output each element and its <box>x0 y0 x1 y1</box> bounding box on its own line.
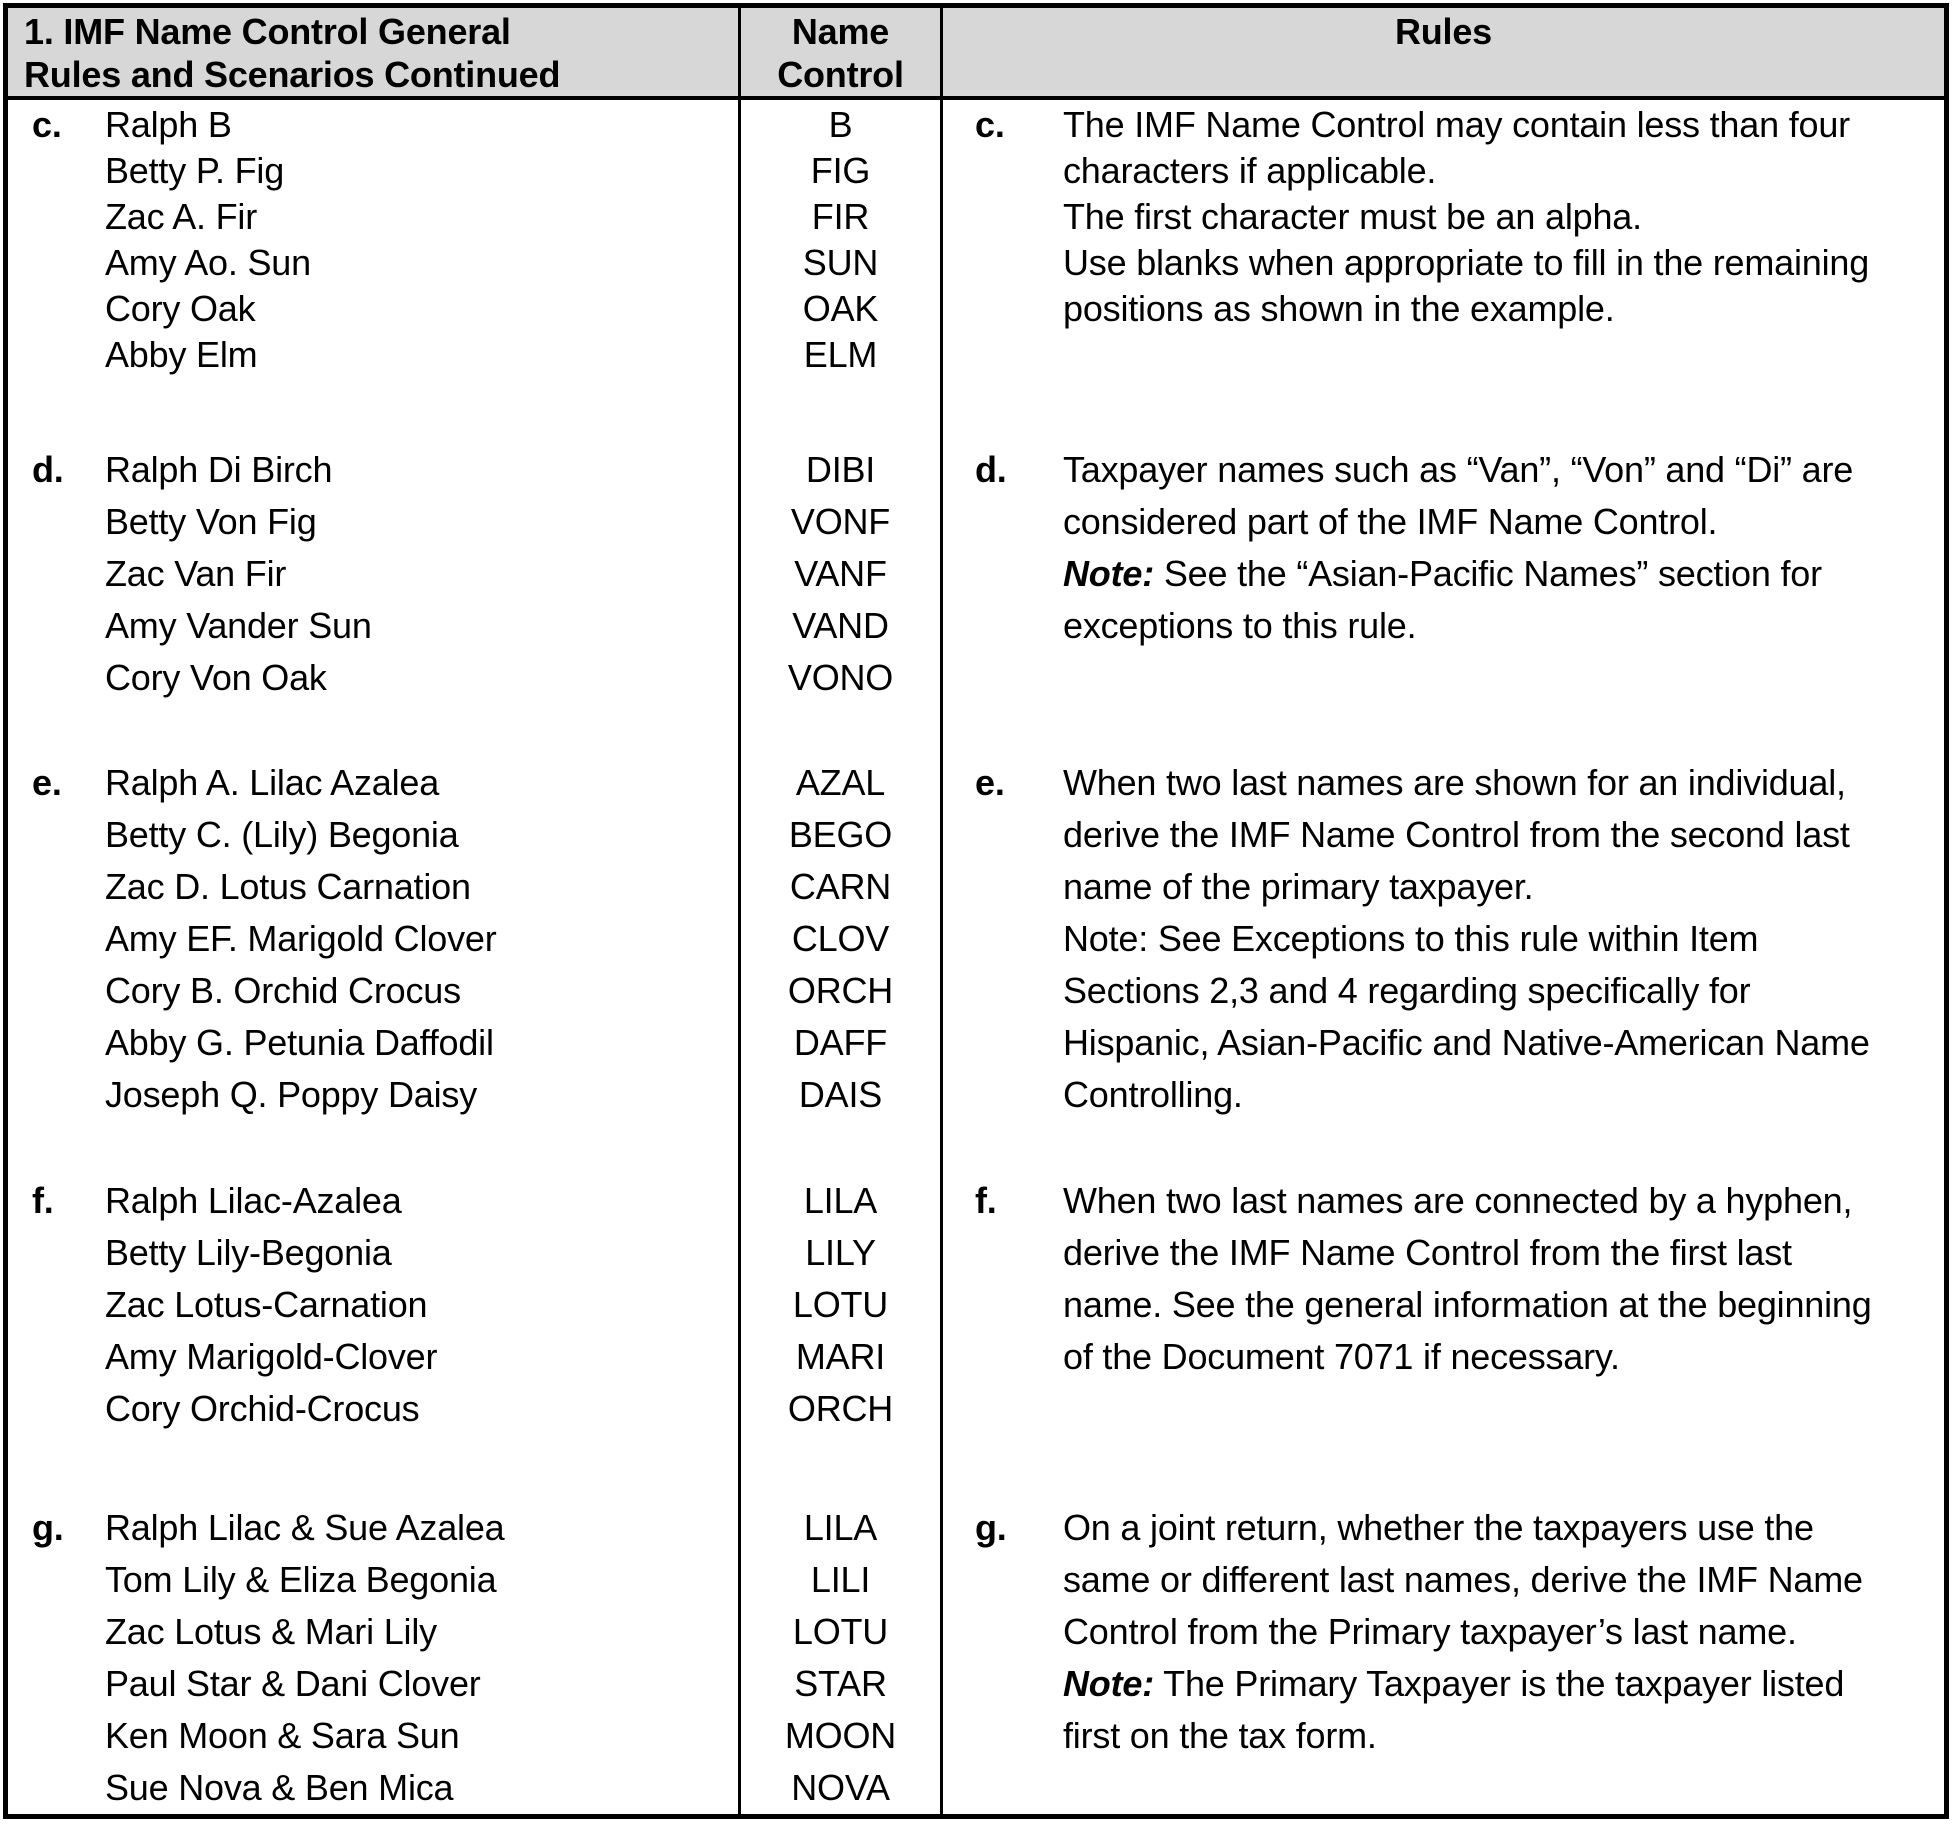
name-control-value: VONF <box>790 501 891 542</box>
name-control-value: VONO <box>787 657 894 698</box>
taxpayer-name: Cory Von Oak <box>105 657 327 698</box>
taxpayer-name: Betty P. Fig <box>105 150 285 191</box>
name-control-value: DIBI <box>805 449 876 490</box>
name-control-value: LILI <box>810 1559 871 1600</box>
rule-paragraph <box>1063 1658 1875 1762</box>
taxpayer-name: Ralph A. Lilac Azalea <box>105 762 440 803</box>
rule-paragraph: The IMF Name Control may contain less than four characters if applicable. <box>1063 104 1850 191</box>
taxpayer-name: Zac A. Fir <box>105 196 258 237</box>
rule-paragraph: On a joint return, whether the taxpayers use the same or different last names, derive the IMF Name Control from the Primary taxpayer’s last name. <box>1063 1507 1863 1652</box>
taxpayer-name: Ralph Di Birch <box>105 449 333 490</box>
taxpayer-name: Abby Elm <box>105 334 258 375</box>
example-names-c <box>105 102 738 378</box>
name-control-value: LILA <box>803 1507 878 1548</box>
taxpayer-name: Ralph Lilac & Sue Azalea <box>105 1507 505 1548</box>
taxpayer-name: Tom Lily & Eliza Begonia <box>105 1559 497 1600</box>
taxpayer-name: Cory Oak <box>105 288 256 329</box>
taxpayer-name: Betty Lily-Begonia <box>105 1232 392 1273</box>
rules-cell-f <box>943 1175 1944 1502</box>
imf-name-control-table <box>3 3 1949 1819</box>
taxpayer-name: Sue Nova & Ben Mica <box>105 1767 454 1808</box>
example-names-g <box>105 1502 738 1814</box>
note-label: Note: <box>1063 553 1154 594</box>
rule-text-g <box>1063 1502 1875 1762</box>
group-letter-g: g. <box>32 1507 64 1548</box>
taxpayer-name: Zac Van Fir <box>105 553 287 594</box>
rule-text-c <box>1063 102 1875 332</box>
scenario-cell-f <box>8 1175 738 1502</box>
name-control-value: ORCH <box>787 970 894 1011</box>
name-control-value: MARI <box>795 1336 886 1377</box>
scenario-cell-c <box>8 100 738 444</box>
taxpayer-name: Amy Marigold-Clover <box>105 1336 438 1377</box>
name-control-value: DAIS <box>798 1074 883 1115</box>
name-control-value: STAR <box>794 1663 887 1704</box>
group-letter-f-rules: f. <box>975 1180 997 1221</box>
header-rules <box>943 8 1944 100</box>
name-control-value: FIG <box>810 150 871 191</box>
example-names-f <box>105 1175 738 1435</box>
header-scenarios-line2: Rules and Scenarios Continued <box>24 54 561 95</box>
rules-cell-d <box>943 444 1944 757</box>
scenario-cell-d <box>8 444 738 757</box>
note-text: The Primary Taxpayer is the taxpayer listed first on the tax form. <box>1063 1663 1845 1756</box>
taxpayer-name: Betty Von Fig <box>105 501 317 542</box>
name-control-value: ELM <box>803 334 878 375</box>
name-control-value: B <box>828 104 853 145</box>
name-control-value: DAFF <box>793 1022 888 1063</box>
group-letter-d: d. <box>32 449 64 490</box>
name-control-value: FIR <box>811 196 870 237</box>
header-scenarios-line1: 1. IMF Name Control General <box>24 11 511 52</box>
header-name-control-line1: Name <box>791 11 890 52</box>
group-letter-c-rules: c. <box>975 104 1005 145</box>
name-control-cell-c <box>738 100 943 444</box>
name-control-value: ORCH <box>787 1388 894 1429</box>
header-rules-title: Rules <box>1394 11 1493 52</box>
taxpayer-name: Cory B. Orchid Crocus <box>105 970 461 1011</box>
rule-paragraph: The first character must be an alpha. <box>1063 196 1642 237</box>
header-name-control <box>738 8 943 100</box>
example-names-e <box>105 757 738 1121</box>
rule-text-d <box>1063 444 1875 652</box>
group-letter-e: e. <box>32 762 62 803</box>
name-control-cell-g <box>738 1502 943 1814</box>
name-control-value: LOTU <box>792 1284 889 1325</box>
rule-paragraph: When two last names are connected by a hyphen, derive the IMF Name Control from the first last name. See the general information at the beginning of the Document 7071 if necessary. <box>1063 1180 1872 1377</box>
name-control-cell-f <box>738 1175 943 1502</box>
taxpayer-name: Zac Lotus & Mari Lily <box>105 1611 437 1652</box>
taxpayer-name: Amy Vander Sun <box>105 605 372 646</box>
name-control-value: CLOV <box>791 918 890 959</box>
taxpayer-name: Cory Orchid-Crocus <box>105 1388 420 1429</box>
name-control-value: MOON <box>784 1715 897 1756</box>
taxpayer-name: Ralph B <box>105 104 232 145</box>
name-control-value: AZAL <box>795 762 886 803</box>
group-letter-c: c. <box>32 104 62 145</box>
name-control-value: NOVA <box>791 1767 890 1808</box>
rules-cell-g <box>943 1502 1944 1814</box>
rule-paragraph: Use blanks when appropriate to fill in the remaining positions as shown in the example. <box>1063 242 1870 329</box>
scenario-cell-e <box>8 757 738 1175</box>
rule-paragraph <box>1063 548 1875 652</box>
taxpayer-name: Paul Star & Dani Clover <box>105 1663 481 1704</box>
rule-paragraph: Taxpayer names such as “Van”, “Von” and “Di” are considered part of the IMF Name Control. <box>1063 449 1854 542</box>
rule-text-f <box>1063 1175 1875 1383</box>
name-control-value: VANF <box>794 553 887 594</box>
taxpayer-name: Abby G. Petunia Daffodil <box>105 1022 494 1063</box>
rules-cell-c <box>943 100 1944 444</box>
name-control-cell-e <box>738 757 943 1175</box>
header-scenarios <box>8 8 738 100</box>
name-control-value: VAND <box>792 605 889 646</box>
note-label: Note: <box>1063 1663 1154 1704</box>
name-control-value: LILY <box>805 1232 876 1273</box>
name-control-value: LOTU <box>792 1611 889 1652</box>
taxpayer-name: Amy EF. Marigold Clover <box>105 918 497 959</box>
name-control-cell-d <box>738 444 943 757</box>
name-control-value: OAK <box>802 288 879 329</box>
group-letter-f: f. <box>32 1180 54 1221</box>
header-name-control-line2: Control <box>777 54 904 95</box>
example-names-d <box>105 444 738 704</box>
taxpayer-name: Zac D. Lotus Carnation <box>105 866 471 907</box>
taxpayer-name: Zac Lotus-Carnation <box>105 1284 428 1325</box>
name-control-value: BEGO <box>788 814 893 855</box>
group-letter-e-rules: e. <box>975 762 1005 803</box>
name-control-value: CARN <box>789 866 892 907</box>
name-control-value: LILA <box>803 1180 878 1221</box>
note-text: See the “Asian-Pacific Names” section for exceptions to this rule. <box>1063 553 1822 646</box>
scenario-cell-g <box>8 1502 738 1814</box>
rule-paragraph: When two last names are shown for an individual, derive the IMF Name Control from the second last name of the primary taxpayer. <box>1063 762 1850 907</box>
taxpayer-name: Amy Ao. Sun <box>105 242 311 283</box>
taxpayer-name: Betty C. (Lily) Begonia <box>105 814 459 855</box>
group-letter-d-rules: d. <box>975 449 1007 490</box>
group-letter-g-rules: g. <box>975 1507 1007 1548</box>
rules-cell-e <box>943 757 1944 1175</box>
taxpayer-name: Ken Moon & Sara Sun <box>105 1715 460 1756</box>
rule-text-e <box>1063 757 1875 1121</box>
rule-paragraph: Note: See Exceptions to this rule within Item Sections 2,3 and 4 regarding specifically for Hispanic, Asian-Pacific and Native-American Name Controlling. <box>1063 918 1870 1115</box>
taxpayer-name: Ralph Lilac-Azalea <box>105 1180 402 1221</box>
taxpayer-name: Joseph Q. Poppy Daisy <box>105 1074 477 1115</box>
name-control-value: SUN <box>802 242 879 283</box>
